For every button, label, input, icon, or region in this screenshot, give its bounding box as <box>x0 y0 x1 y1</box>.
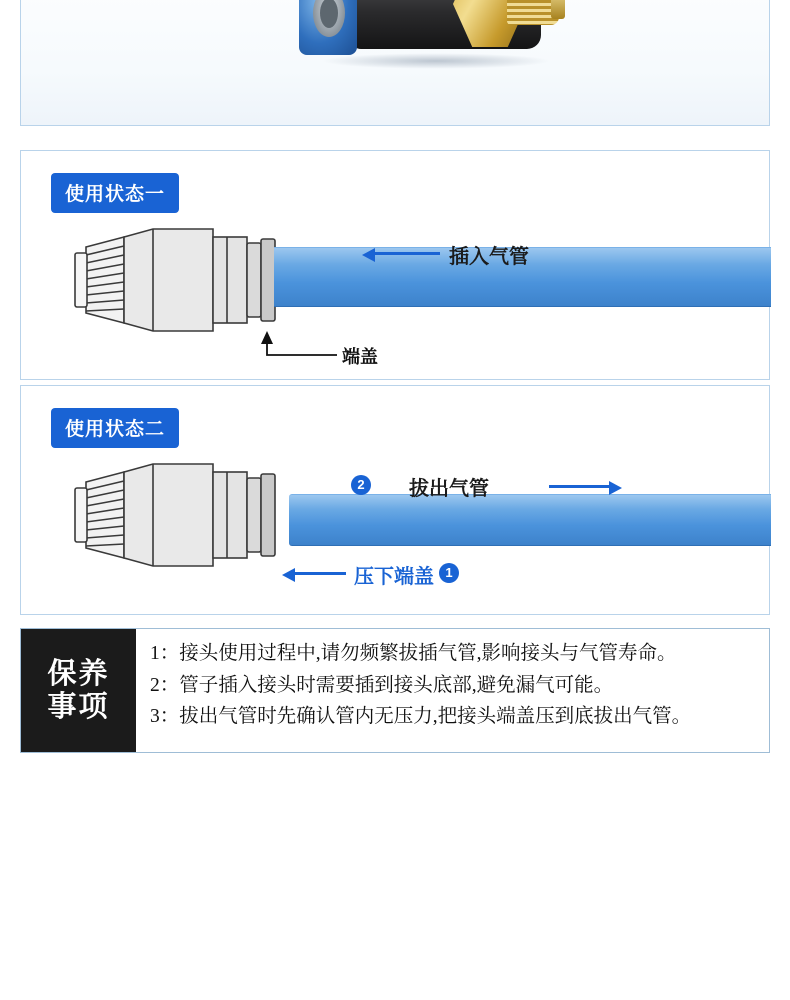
pneumatic-tube-2 <box>289 494 771 546</box>
press-cap-arrow-head-icon <box>282 568 295 582</box>
product-photo-panel <box>20 0 770 126</box>
insert-arrow-head-icon <box>362 248 375 262</box>
press-end-cap-label: 压下端盖 <box>354 566 434 588</box>
maintenance-note-item: 3：拔出气管时先确认管内无压力,把接头端盖压到底拔出气管。 <box>150 706 692 728</box>
usage-state-2-panel <box>20 385 770 615</box>
maintenance-notes-title <box>21 629 136 752</box>
notes-title-line-1: 保养 <box>47 658 110 691</box>
photo-shadow <box>321 53 551 69</box>
pull-out-arrow-head-icon <box>609 481 622 495</box>
notes-title-line-2: 事项 <box>47 690 110 723</box>
step-2-marker: 2 <box>351 475 371 495</box>
insert-tube-label: 插入气管 <box>449 246 529 268</box>
step-1-marker: 1 <box>439 563 459 583</box>
usage-state-1-badge: 使用状态一 <box>51 173 179 213</box>
usage-state-2-badge: 使用状态二 <box>51 408 179 448</box>
end-cap-label: 端盖 <box>342 347 378 367</box>
maintenance-notes-list <box>136 629 769 752</box>
fitting-line-drawing-2 <box>61 458 286 573</box>
press-cap-arrow-line <box>294 572 346 575</box>
pull-out-tube-label: 拔出气管 <box>409 478 489 500</box>
pull-out-arrow-line <box>549 485 611 488</box>
maintenance-note-item: 1：接头使用过程中,请勿频繁拔插气管,影响接头与气管寿命。 <box>150 643 677 664</box>
product-photo <box>21 0 769 125</box>
maintenance-note-item: 2：管子插入接头时需要插到接头底部,避免漏气可能。 <box>150 674 614 696</box>
usage-state-1-panel <box>20 150 770 380</box>
brass-thread-tip <box>551 0 565 19</box>
insert-arrow-line <box>374 252 440 255</box>
maintenance-notes-panel <box>20 628 770 753</box>
fitting-line-drawing-1 <box>61 223 286 338</box>
